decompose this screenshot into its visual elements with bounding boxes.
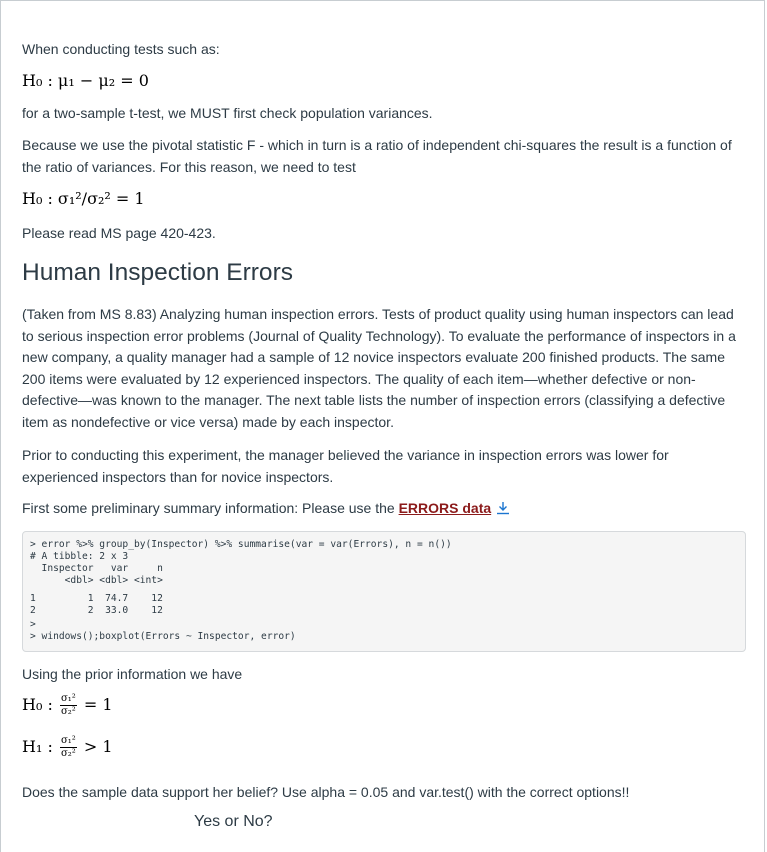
fraction-numerator: σ₁² <box>60 735 76 746</box>
fraction-denominator: σ₂² <box>60 706 76 717</box>
download-icon[interactable] <box>495 500 511 514</box>
intro-line-1: When conducting tests such as: <box>22 41 220 57</box>
reading-note: Please read MS page 420-423. <box>22 225 216 241</box>
question-paragraph: Does the sample data support her belief? Use alpha = 0.05 and var.test() with the correct options!! <box>22 784 630 800</box>
errors-data-link[interactable]: ERRORS data <box>398 500 492 516</box>
variance-ratio-fraction <box>60 735 77 760</box>
intro-line-3: Because we use the pivotal statistic F - which in turn is a ratio of independent chi-squares the result is a function of the ratio of variances. For this reason, we need to test <box>22 137 732 175</box>
section-heading: Human Inspection Errors <box>22 259 293 286</box>
fraction-denominator: σ₂² <box>60 748 76 759</box>
code-line: # A tibble: 2 x 3 <box>30 551 129 562</box>
code-line: > error %>% group_by(Inspector) %>% summarise(var = var(Errors), n = n()) <box>30 539 452 550</box>
null-hypothesis-fraction <box>22 693 113 718</box>
prior-belief-paragraph: Prior to conducting this experiment, the manager believed the variance in inspection errors was lower for experienced inspectors than for novice inspectors. <box>22 447 669 485</box>
hypothesis-means-equation: H₀ : μ₁ − μ₂ = 0 <box>22 71 149 90</box>
data-link-prefix: First some preliminary summary information: Please use the <box>22 500 399 516</box>
greater-than-one: > 1 <box>83 737 113 756</box>
alternative-hypothesis-fraction <box>22 735 113 760</box>
code-line: > windows();boxplot(Errors ~ Inspector, error) <box>30 631 296 642</box>
equals-one: = 1 <box>83 695 113 714</box>
code-line: <dbl> <dbl> <int> <box>30 575 163 586</box>
h1-label: H₁ : <box>22 737 53 756</box>
problem-paragraph: (Taken from MS 8.83) Analyzing human inspection errors. Tests of product quality using human inspectors can lead to serious inspection error problems (Journal of Quality Technology). To evaluate the performance of inspectors in a new company, a quality manager had a sample of 12 novice inspectors evaluate 200 finished products. The same 200 items were evaluated by 12 experienced inspectors. The quality of each item—whether defective or non-defective—was known to the manager. The next table lists the number of inspection errors (classifying a defective item as nondefective or vice versa) made by each inspector. <box>22 306 736 430</box>
h0-label: H₀ : <box>22 695 53 714</box>
code-line: 2 2 33.0 12 <box>30 605 163 616</box>
prior-info-line: Using the prior information we have <box>22 666 243 682</box>
hypothesis-ratio-equation: H₀ : σ₁²/σ₂² = 1 <box>22 189 145 208</box>
code-line: 1 1 74.7 12 <box>30 593 163 604</box>
yes-no-question: Yes or No? <box>194 813 273 830</box>
code-line: > <box>30 619 36 630</box>
code-line: Inspector var n <box>30 563 163 574</box>
data-link-paragraph <box>22 498 511 520</box>
fraction-numerator: σ₁² <box>60 693 76 704</box>
intro-line-2: for a two-sample t-test, we MUST first check population variances. <box>22 105 433 121</box>
r-console-output <box>22 531 746 652</box>
variance-ratio-fraction <box>60 693 77 718</box>
